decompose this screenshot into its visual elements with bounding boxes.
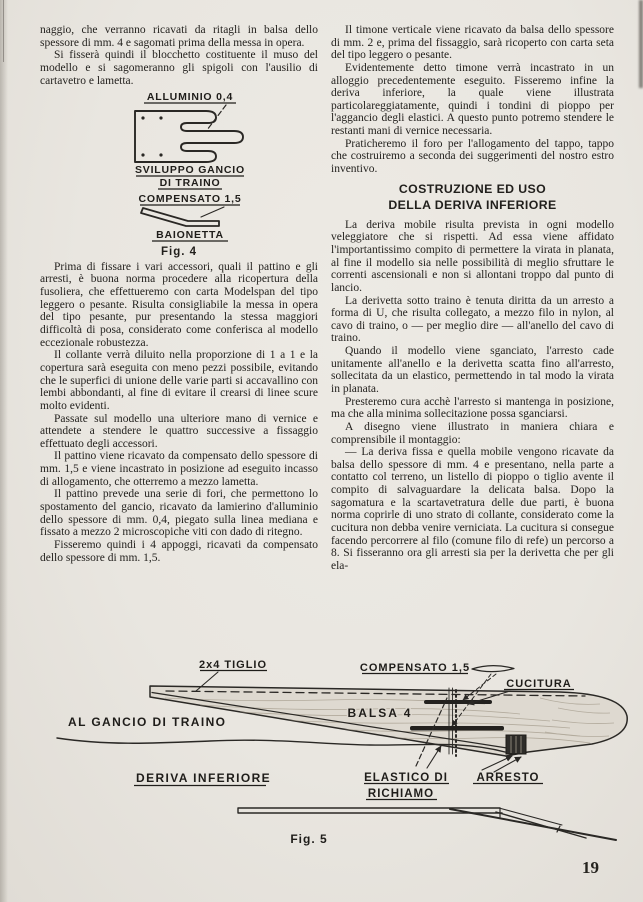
plate-holes	[141, 117, 162, 157]
paragraph: Evidentemente detto timone verrà incastrato in un alloggio precedentemente eseguito. Fisseremo infine la deriva inferiore, la quale viene illustrata particolareggiatamente, quindi i tondini di pioppo per l'aggancio degli elastici. A questo punto potremo stendere le restanti mani di vernice necessaria.	[331, 61, 614, 138]
arresto-block	[506, 735, 526, 754]
label-arresto: ARRESTO	[476, 772, 540, 784]
paragraph: La deriva mobile risulta prevista in ogni modello veleggiatore che si rispetti. Ad essa viene affidato l'importantissimo compito di permettere la virata in planata, al fine il modello sia nelle possibilità di meglio sfruttare le correnti ascensionali e non si allontani troppo dal punto di lancio.	[331, 218, 614, 294]
figure-caption: Fig. 4	[160, 246, 198, 259]
label-compensato: COMPENSATO 1,5	[359, 662, 471, 674]
compensato-plate-top	[424, 700, 492, 704]
paragraph: Il timone verticale viene ricavato da balsa dello spessore di mm. 2 e, prima del fissaggio, sarà ricoperto con carta seta del tipo leggero o pesante.	[331, 24, 614, 62]
paragraph: Presteremo cura acchè l'arresto si mantenga in posizione, ma che alla minima sollecitazione possa sganciarsi.	[331, 395, 614, 421]
label-sviluppo-gancio: SVILUPPO GANCIO	[134, 164, 246, 177]
paragraph: naggio, che verranno ricavati da ritagli in balsa dello spessore di mm. 4 e sagomati prima della messa in opera.	[40, 24, 318, 49]
scan-artifact-line	[3, 0, 4, 62]
label-alluminio: ALLUMINIO 0,4	[146, 91, 234, 104]
heading-line: DELLA DERIVA INFERIORE	[388, 197, 557, 212]
leader-line	[201, 207, 224, 217]
section-heading	[331, 182, 614, 214]
label-cucitura: CUCITURA	[506, 678, 572, 690]
heading-line: COSTRUZIONE ED USO	[398, 181, 547, 196]
label-tiglio: 2x4 TIGLIO	[198, 659, 268, 671]
paragraph: La derivetta sotto traino è tenuta diritta da un arresto a forma di U, che risulta collegato, a mezzo filo in nylon, al cavo di traino, o — per meglio dire — all'anello del cavo di traino.	[331, 294, 614, 345]
paragraph: Praticheremo il foro per l'allogamento del tappo, tappo che costruiremo a seconda dei suggerimenti del nostro estro inventivo.	[331, 137, 614, 176]
figure-4	[40, 90, 318, 259]
paragraph: Fisseremo quindi i 4 appoggi, ricavati da compensato dello spessore di mm. 1,5.	[40, 538, 318, 564]
elastic-arrow	[427, 746, 441, 768]
compensato-piece-sketch	[472, 666, 514, 672]
bayonet-strip	[141, 208, 219, 226]
label-compensato: COMPENSATO 1,5	[138, 193, 242, 206]
leader-arrow	[482, 756, 512, 770]
label-richiamo: RICHIAMO	[367, 788, 435, 800]
paragraph: Passate sul modello una ulteriore mano di vernice e attendete a stendere le quattro successive a fissaggio effettuato degli accessori.	[40, 412, 318, 450]
right-column	[331, 24, 614, 646]
scan-edge-shadow-right	[639, 0, 643, 88]
label-balsa: BALSA 4	[347, 706, 413, 720]
paragraph: Il pattino prevede una serie di fori, che permettono lo spostamento del gancio, ricavato da lamierino d'alluminio dello spessore di mm. 0,4, piegato sulla linea mediana e fissato a mezzo 2 microscopiche viti con dado di ritegno.	[40, 488, 318, 539]
paragraph: Quando il modello viene sganciato, l'arresto cade unitamente all'anello e la derivetta scatta fino all'arresto, sollecitata da un elastico, permettendo in tal modo la virata in planata.	[331, 345, 614, 395]
page-number: 19	[582, 858, 599, 877]
paragraph: — La deriva fissa e quella mobile vengono ricavate da balsa dello spessore di mm. 4 e presentano, nella parte a contatto col terreno, un listello di pioppo o tiglio avente il compito di salvaguardare la delicata balsa. Dopo la sagomatura e la scartavetratura delle due parti, è buona norma coprirle di uno strato di collante, considerato come la cucitura non debba venire verniciata. La cucitura si consegue facendo percorrere al filo (comune filo di refe) un percorso a 8. Si fisseranno ora gli arresti sia per la derivetta che per gli ela-	[331, 446, 614, 572]
label-elastico: ELASTICO DI	[364, 772, 448, 784]
figure-5	[0, 642, 643, 870]
figure-5-drawing	[0, 642, 643, 870]
tow-hook-plate	[135, 111, 243, 162]
paragraph: Il pattino viene ricavato da compensato dello spessore di mm. 1,5 e viene incastrato in posizione ad eseguito incasso di allogamento, che otterremo a mezzo lametta.	[40, 450, 318, 488]
paragraph: Il collante verrà diluito nella proporzione di 1 a 1 e la copertura sarà eseguita con meno pezzi possibile, evitando che le superfici di unione delle varie parti si accavallino con lembi abbondanti, al fine di evitare il crearsi di linee scure molto evidenti.	[40, 349, 318, 412]
paragraph: A disegno viene illustrato in maniera chiara e comprensibile il montaggio:	[331, 420, 614, 446]
leader-arrow	[494, 757, 521, 772]
label-deriva-inferiore: DERIVA INFERIORE	[136, 771, 272, 785]
figure-caption: Fig. 5	[290, 832, 328, 846]
left-column	[40, 24, 318, 646]
label-di-traino: DI TRAINO	[159, 177, 221, 190]
label-baionetta: BAIONETTA	[156, 229, 224, 242]
paragraph: Prima di fissare i vari accessori, quali il pattino e gli arresti, è buona norma procedere alla ricopertura della fusoliera, che effettueremo con carta Modelspan del tipo leggero o pesante. Risulta consigliabile la messa in opera del tipo pesante, pur presentando la stessa maggiori difficoltà di posa, considerato come conferisca al modello eccezionale robustezza.	[40, 260, 318, 349]
compensato-plate-bottom	[410, 726, 504, 731]
label-al-gancio: AL GANCIO DI TRAINO	[68, 715, 227, 729]
paragraph: Si fisserà quindi il blocchetto costituente il muso del modello e si sagomeranno gli spigoli con l'ausilio di cartavetro e lametta.	[40, 49, 318, 87]
figure-4-drawing	[40, 90, 318, 243]
